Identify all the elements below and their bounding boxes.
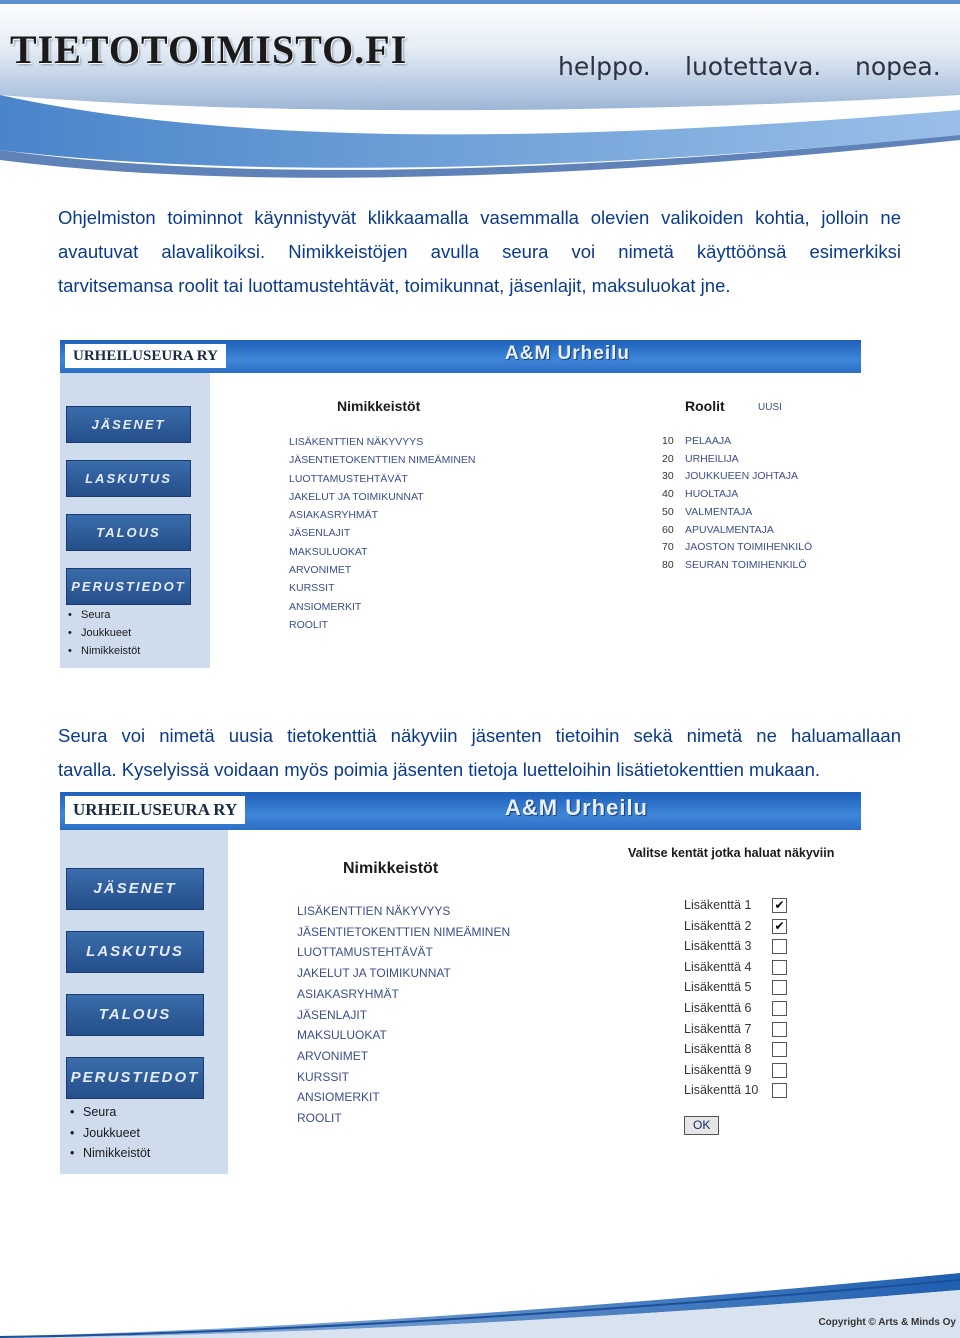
section-title: Nimikkeistöt [343, 860, 439, 877]
list-item[interactable]: ASIAKASRYHMÄT [289, 509, 379, 522]
nav-talous-button[interactable]: TALOUS [66, 514, 191, 551]
nav-perustiedot-button[interactable]: PERUSTIEDOT [66, 568, 191, 605]
role-row[interactable] [662, 522, 812, 540]
extra-field-checkbox[interactable]: ✔ [772, 919, 787, 934]
extra-field-row [684, 936, 758, 957]
fields-paragraph [58, 719, 901, 787]
role-name: URHEILIJA [685, 452, 739, 465]
nav-jasenet-button[interactable]: JÄSENET [66, 868, 204, 910]
roles-title: Roolit [685, 398, 725, 414]
slogan-1: helppo. [558, 52, 651, 81]
ok-button[interactable]: OK [684, 1116, 719, 1135]
subnav-list [70, 1102, 150, 1164]
subnav-list [68, 606, 140, 660]
paragraph-line: avautuvat alavalikoiksi. Nimikkeistöjen avulla seura voi nimetä käyttöönsä esimerkiksi [58, 241, 901, 262]
paragraph-line: tavalla. Kyselyissä voidaan myös poimia jäsenten tietoja luetteloihin lisätietokenttien mukaan. [58, 759, 821, 780]
footer [0, 1268, 960, 1338]
list-item[interactable]: JÄSENLAJIT [289, 527, 351, 540]
roles-list [662, 433, 812, 575]
list-item[interactable]: ROOLIT [289, 618, 329, 631]
extra-field-checkbox[interactable] [772, 1083, 787, 1098]
subnav-item-seura[interactable]: • Seura [68, 606, 140, 624]
paragraph-line: Seura voi nimetä uusia tietokenttiä näkyviin jäsenten tietoihin sekä nimetä ne haluamallaan [58, 725, 901, 746]
role-number: 50 [662, 505, 674, 518]
extra-field-label: Lisäkenttä 10 [684, 1083, 759, 1098]
extra-field-row [684, 1060, 758, 1081]
new-role-link[interactable]: UUSI [758, 402, 782, 413]
list-item[interactable]: JÄSENLAJIT [297, 1007, 368, 1022]
extra-field-label: Lisäkenttä 8 [684, 1042, 752, 1057]
role-name: JAOSTON TOIMIHENKILÖ [685, 541, 813, 554]
role-row[interactable] [662, 451, 812, 469]
extra-field-row [684, 1039, 758, 1060]
extra-field-label: Lisäkenttä 2 [684, 918, 752, 933]
extra-field-label: Lisäkenttä 1 [684, 898, 752, 912]
role-row[interactable] [662, 557, 812, 575]
subnav-item-nimikkeistot[interactable]: • Nimikkeistöt [68, 642, 140, 660]
extra-field-row [684, 916, 785, 937]
nimikkeisto-list [297, 901, 510, 1129]
list-item[interactable]: JÄSENTIETOKENTTIEN NIMEÄMINEN [289, 454, 476, 467]
extra-field-checkbox[interactable]: ✔ [772, 898, 787, 913]
list-item[interactable]: JAKELUT JA TOIMIKUNNAT [289, 490, 424, 503]
copyright-text: Copyright © Arts & Minds Oy [818, 1317, 956, 1328]
extra-field-checkbox[interactable] [772, 1001, 787, 1016]
app-title: A&M Urheilu [505, 343, 630, 364]
extra-field-label: Lisäkenttä 3 [684, 939, 752, 954]
intro-paragraph [58, 201, 901, 303]
subnav-item-joukkueet[interactable]: • Joukkueet [68, 624, 140, 642]
app-sidebar [60, 830, 228, 1174]
list-item[interactable]: KURSSIT [289, 582, 335, 595]
extra-field-checkbox[interactable] [772, 939, 787, 954]
list-item[interactable]: MAKSULUOKAT [289, 545, 368, 558]
nav-perustiedot-button[interactable]: PERUSTIEDOT [66, 1057, 204, 1099]
list-item[interactable]: ANSIOMERKIT [297, 1090, 380, 1105]
list-item[interactable]: JAKELUT JA TOIMIKUNNAT [297, 966, 451, 981]
extra-field-checkbox[interactable] [772, 1042, 787, 1057]
extra-field-row [684, 895, 785, 916]
app-sidebar [60, 373, 210, 668]
role-row[interactable] [662, 504, 812, 522]
role-number: 20 [662, 452, 674, 465]
role-number: 10 [662, 435, 674, 447]
slogan-2: luotettava. [685, 52, 822, 81]
role-name: VALMENTAJA [685, 505, 753, 518]
extra-field-label: Lisäkenttä 7 [684, 1021, 752, 1036]
role-number: 30 [662, 470, 674, 483]
nav-jasenet-button[interactable]: JÄSENET [66, 406, 191, 443]
role-row[interactable] [662, 486, 812, 504]
list-item[interactable]: ASIAKASRYHMÄT [297, 986, 399, 1001]
app-title: A&M Urheilu [505, 795, 648, 820]
extra-field-row [684, 957, 758, 978]
list-item[interactable]: LUOTTAMUSTEHTÄVÄT [297, 945, 433, 960]
role-number: 70 [662, 541, 674, 554]
extra-field-row [684, 1080, 758, 1101]
role-name: SEURAN TOIMIHENKILÖ [685, 558, 807, 571]
brand-logo: TIETOTOIMISTO.FI [10, 27, 408, 72]
paragraph-line: tarvitsemansa roolit tai luottamustehtävät, toimikunnat, jäsenlajit, maksuluokat jne. [58, 275, 731, 296]
extra-field-checkbox[interactable] [772, 1022, 787, 1037]
extra-field-row [684, 1019, 758, 1040]
nav-talous-button[interactable]: TALOUS [66, 994, 204, 1036]
footer-swoosh [0, 1268, 960, 1338]
role-name: JOUKKUEEN JOHTAJA [685, 470, 798, 483]
list-item[interactable]: ARVONIMET [289, 564, 352, 577]
list-item[interactable]: JÄSENTIETOKENTTIEN NIMEÄMINEN [297, 924, 511, 939]
list-item[interactable]: LUOTTAMUSTEHTÄVÄT [289, 472, 408, 485]
role-number: 40 [662, 488, 674, 501]
role-row[interactable] [662, 539, 812, 557]
list-item[interactable]: LISÄKENTTIEN NÄKYVYYS [289, 436, 424, 448]
fields-title: Valitse kentät jotka haluat näkyviin [628, 846, 835, 860]
list-item[interactable]: ANSIOMERKIT [289, 600, 362, 613]
app-header-bar [60, 792, 861, 830]
app-screenshot-fields [60, 792, 861, 1174]
header-banner [0, 0, 960, 190]
role-name: HUOLTAJA [685, 488, 739, 501]
role-name: PELAAJA [685, 435, 732, 447]
list-item[interactable]: MAKSULUOKAT [297, 1028, 387, 1043]
section-title: Nimikkeistöt [337, 398, 421, 414]
extra-field-label: Lisäkenttä 6 [684, 1000, 752, 1015]
nav-laskutus-button[interactable]: LASKUTUS [66, 931, 204, 973]
extra-field-checkbox[interactable] [772, 1063, 787, 1078]
extra-field-label: Lisäkenttä 9 [684, 1062, 752, 1077]
list-item[interactable]: ROOLIT [297, 1111, 342, 1126]
extra-field-row [684, 998, 758, 1019]
extra-field-label: Lisäkenttä 5 [684, 980, 752, 995]
list-item[interactable]: ARVONIMET [297, 1048, 369, 1063]
role-row[interactable] [662, 468, 812, 486]
extra-field-checkbox[interactable] [772, 980, 787, 995]
subnav-item-seura[interactable]: • Seura [70, 1102, 150, 1123]
paragraph-line: Ohjelmiston toiminnot käynnistyvät klikkaamalla vasemmalla olevien valikoiden kohtia, jolloin ne [58, 207, 901, 228]
subnav-item-joukkueet[interactable]: • Joukkueet [70, 1123, 150, 1144]
list-item[interactable]: KURSSIT [297, 1069, 350, 1084]
extra-field-label: Lisäkenttä 4 [684, 959, 752, 974]
slogan-3: nopea. [855, 52, 941, 81]
org-name: URHEILUSEURA RY [65, 344, 226, 368]
subnav-item-nimikkeistot[interactable]: • Nimikkeistöt [70, 1143, 150, 1164]
app-header-bar [60, 340, 861, 373]
list-item[interactable]: LISÄKENTTIEN NÄKYVYYS [297, 904, 451, 918]
org-name: URHEILUSEURA RY [65, 796, 245, 824]
role-number: 60 [662, 523, 674, 536]
app-screenshot-roles [60, 340, 861, 668]
nav-laskutus-button[interactable]: LASKUTUS [66, 460, 191, 497]
extra-field-checkbox[interactable] [772, 960, 787, 975]
nimikkeisto-list [289, 433, 476, 634]
role-name: APUVALMENTAJA [685, 523, 774, 536]
role-row[interactable] [662, 433, 812, 451]
role-number: 80 [662, 558, 674, 571]
extra-field-row [684, 977, 758, 998]
extra-fields-list [684, 895, 785, 1101]
